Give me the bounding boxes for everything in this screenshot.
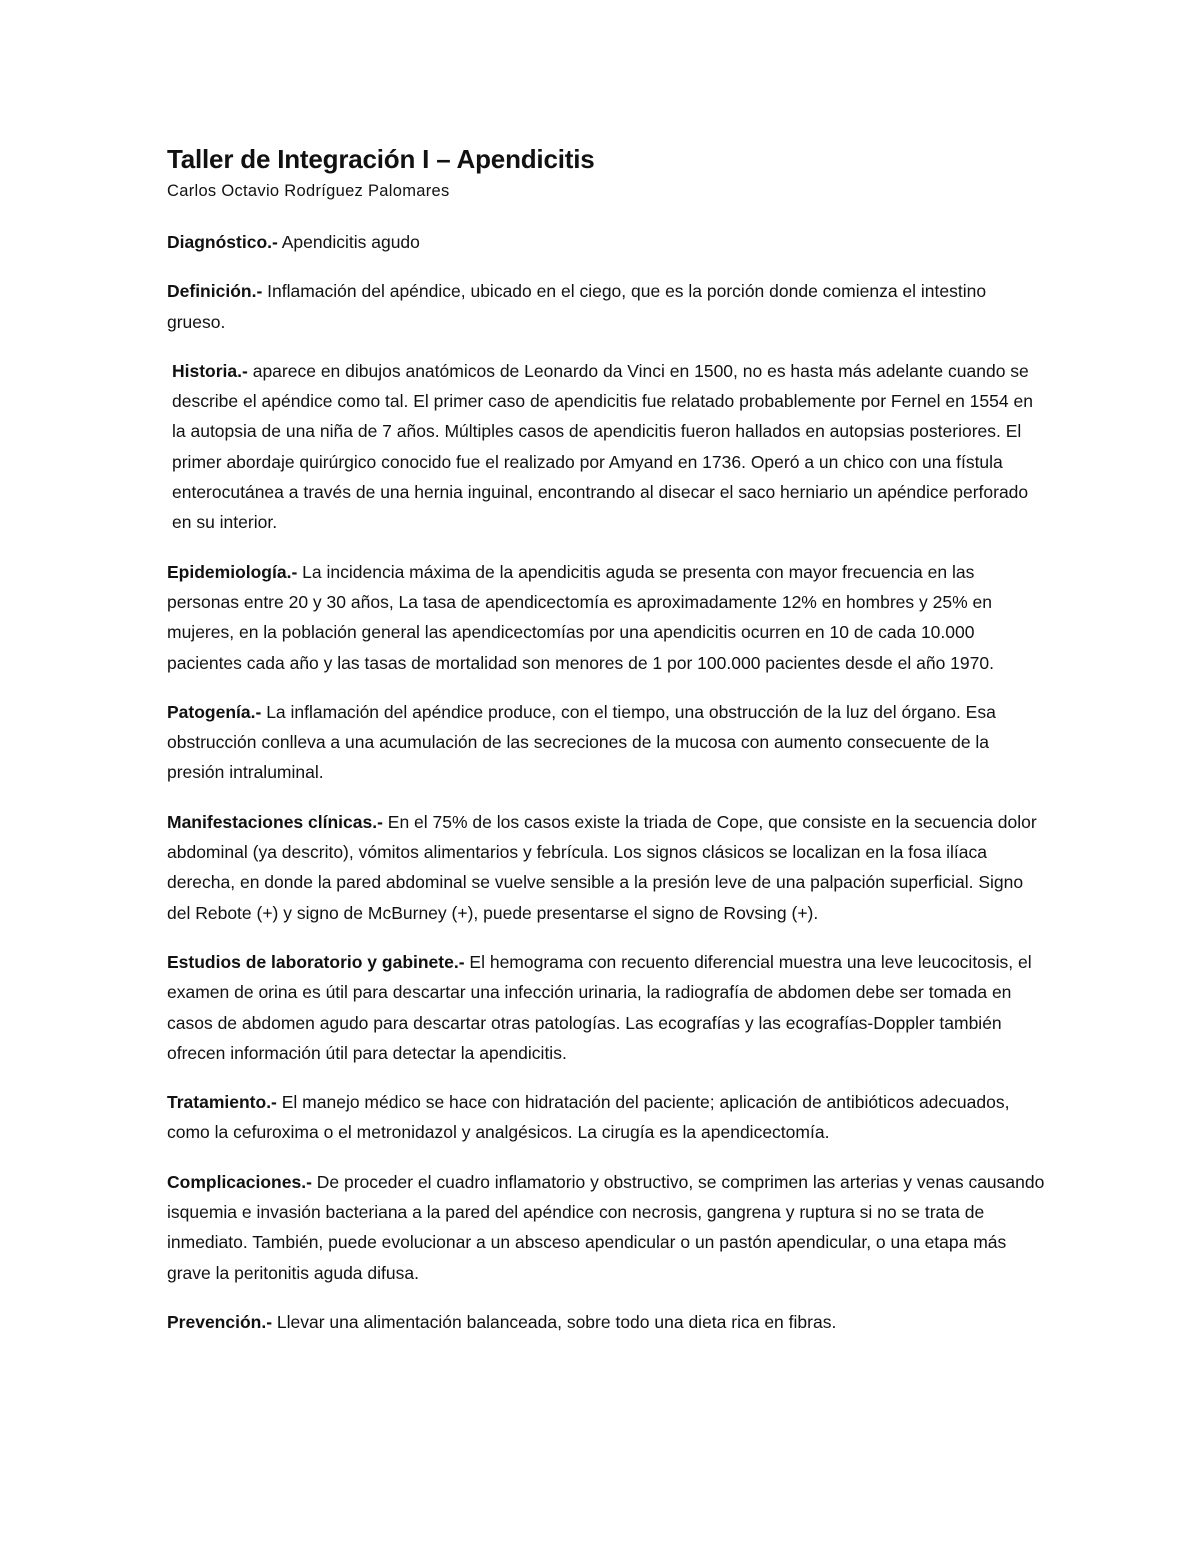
section-epidemiologia — [167, 557, 1047, 678]
section-body: Llevar una alimentación balanceada, sobre todo una dieta rica en fibras. — [272, 1311, 837, 1332]
section-heading: Estudios de laboratorio y gabinete.- — [167, 951, 465, 972]
section-body: La inflamación del apéndice produce, con el tiempo, una obstrucción de la luz del órgano. Esa obstrucción conlleva a una acumulación de las secreciones de la mucosa con aumento consecuente de la presión intraluminal. — [167, 701, 996, 783]
section-heading: Patogenía.- — [167, 701, 262, 722]
section-diagnostico — [167, 227, 1047, 257]
section-body: El hemograma con recuento diferencial muestra una leve leucocitosis, el examen de orina es útil para descartar una infección urinaria, la radiografía de abdomen debe ser tomada en casos de abdomen agudo para descartar otras patologías. Las ecografías y las ecografías-Doppler también ofrecen información útil para detectar la apendicitis. — [167, 951, 1032, 1063]
section-body: aparece en dibujos anatómicos de Leonardo da Vinci en 1500, no es hasta más adelante cuando se describe el apéndice como tal. El primer caso de apendicitis fue relatado probablemente por Fernel en 1554 en la autopsia de una niña de 7 años. Múltiples casos de apendicitis fueron hallados en autopsias posteriores. El primer abordaje quirúrgico conocido fue el realizado por Amyand en 1736. Operó a un chico con una fístula enterocutánea a través de una hernia inguinal, encontrando al disecar el saco herniario un apéndice perforado en su interior. — [172, 360, 1033, 533]
section-heading: Historia.- — [172, 360, 248, 381]
section-heading: Complicaciones.- — [167, 1171, 312, 1192]
section-body: El manejo médico se hace con hidratación del paciente; aplicación de antibióticos adecuados, como la cefuroxima o el metronidazol y analgésicos. La cirugía es la apendicectomía. — [167, 1092, 1010, 1143]
section-historia — [167, 356, 1047, 538]
section-heading: Prevención.- — [167, 1311, 273, 1332]
section-body: En el 75% de los casos existe la triada de Cope, que consiste en la secuencia dolor abdominal (ya descrito), vómitos alimentarios y febrícula. Los signos clásicos se localizan en la fosa ilíaca derecha, en donde la pared abdominal se vuelve sensible a la presión leve de una palpación superficial. Signo del Rebote (+) y signo de McBurney (+), puede presentarse el signo de Rovsing (+). — [167, 811, 1037, 923]
section-tratamiento — [167, 1087, 1047, 1148]
document-page — [167, 140, 1047, 1356]
section-prevencion — [167, 1307, 1047, 1337]
section-body: De proceder el cuadro inflamatorio y obstructivo, se comprimen las arterias y venas causando isquemia e invasión bacteriana a la pared del apéndice con necrosis, gangrena y ruptura si no se trata de inmediato. También, puede evolucionar a un absceso apendicular o un pastón apendicular, o una etapa más grave la peritonitis aguda difusa. — [167, 1171, 1045, 1283]
section-body: Inflamación del apéndice, ubicado en el ciego, que es la porción donde comienza el intestino grueso. — [167, 281, 987, 332]
section-patogenia — [167, 697, 1047, 788]
section-heading: Manifestaciones clínicas.- — [167, 811, 383, 832]
section-definicion — [167, 276, 1047, 337]
section-heading: Definición.- — [167, 281, 263, 302]
section-manifestaciones — [167, 807, 1047, 928]
section-heading: Tratamiento.- — [167, 1092, 277, 1113]
section-heading: Epidemiología.- — [167, 561, 298, 582]
document-title: Taller de Integración I – Apendicitis — [167, 144, 595, 174]
section-estudios — [167, 947, 1047, 1068]
document-author: Carlos Octavio Rodríguez Palomares — [167, 182, 450, 200]
section-complicaciones — [167, 1167, 1047, 1288]
section-heading: Diagnóstico.- — [167, 232, 278, 252]
section-body: La incidencia máxima de la apendicitis aguda se presenta con mayor frecuencia en las personas entre 20 y 30 años, La tasa de apendicectomía es aproximadamente 12% en hombres y 25% en mujeres, en la población general las apendicectomías por una apendicitis ocurren en 10 de cada 10.000 pacientes cada año y las tasas de mortalidad son menores de 1 por 100.000 pacientes desde el año 1970. — [167, 561, 994, 673]
section-body: Apendicitis agudo — [277, 232, 420, 252]
